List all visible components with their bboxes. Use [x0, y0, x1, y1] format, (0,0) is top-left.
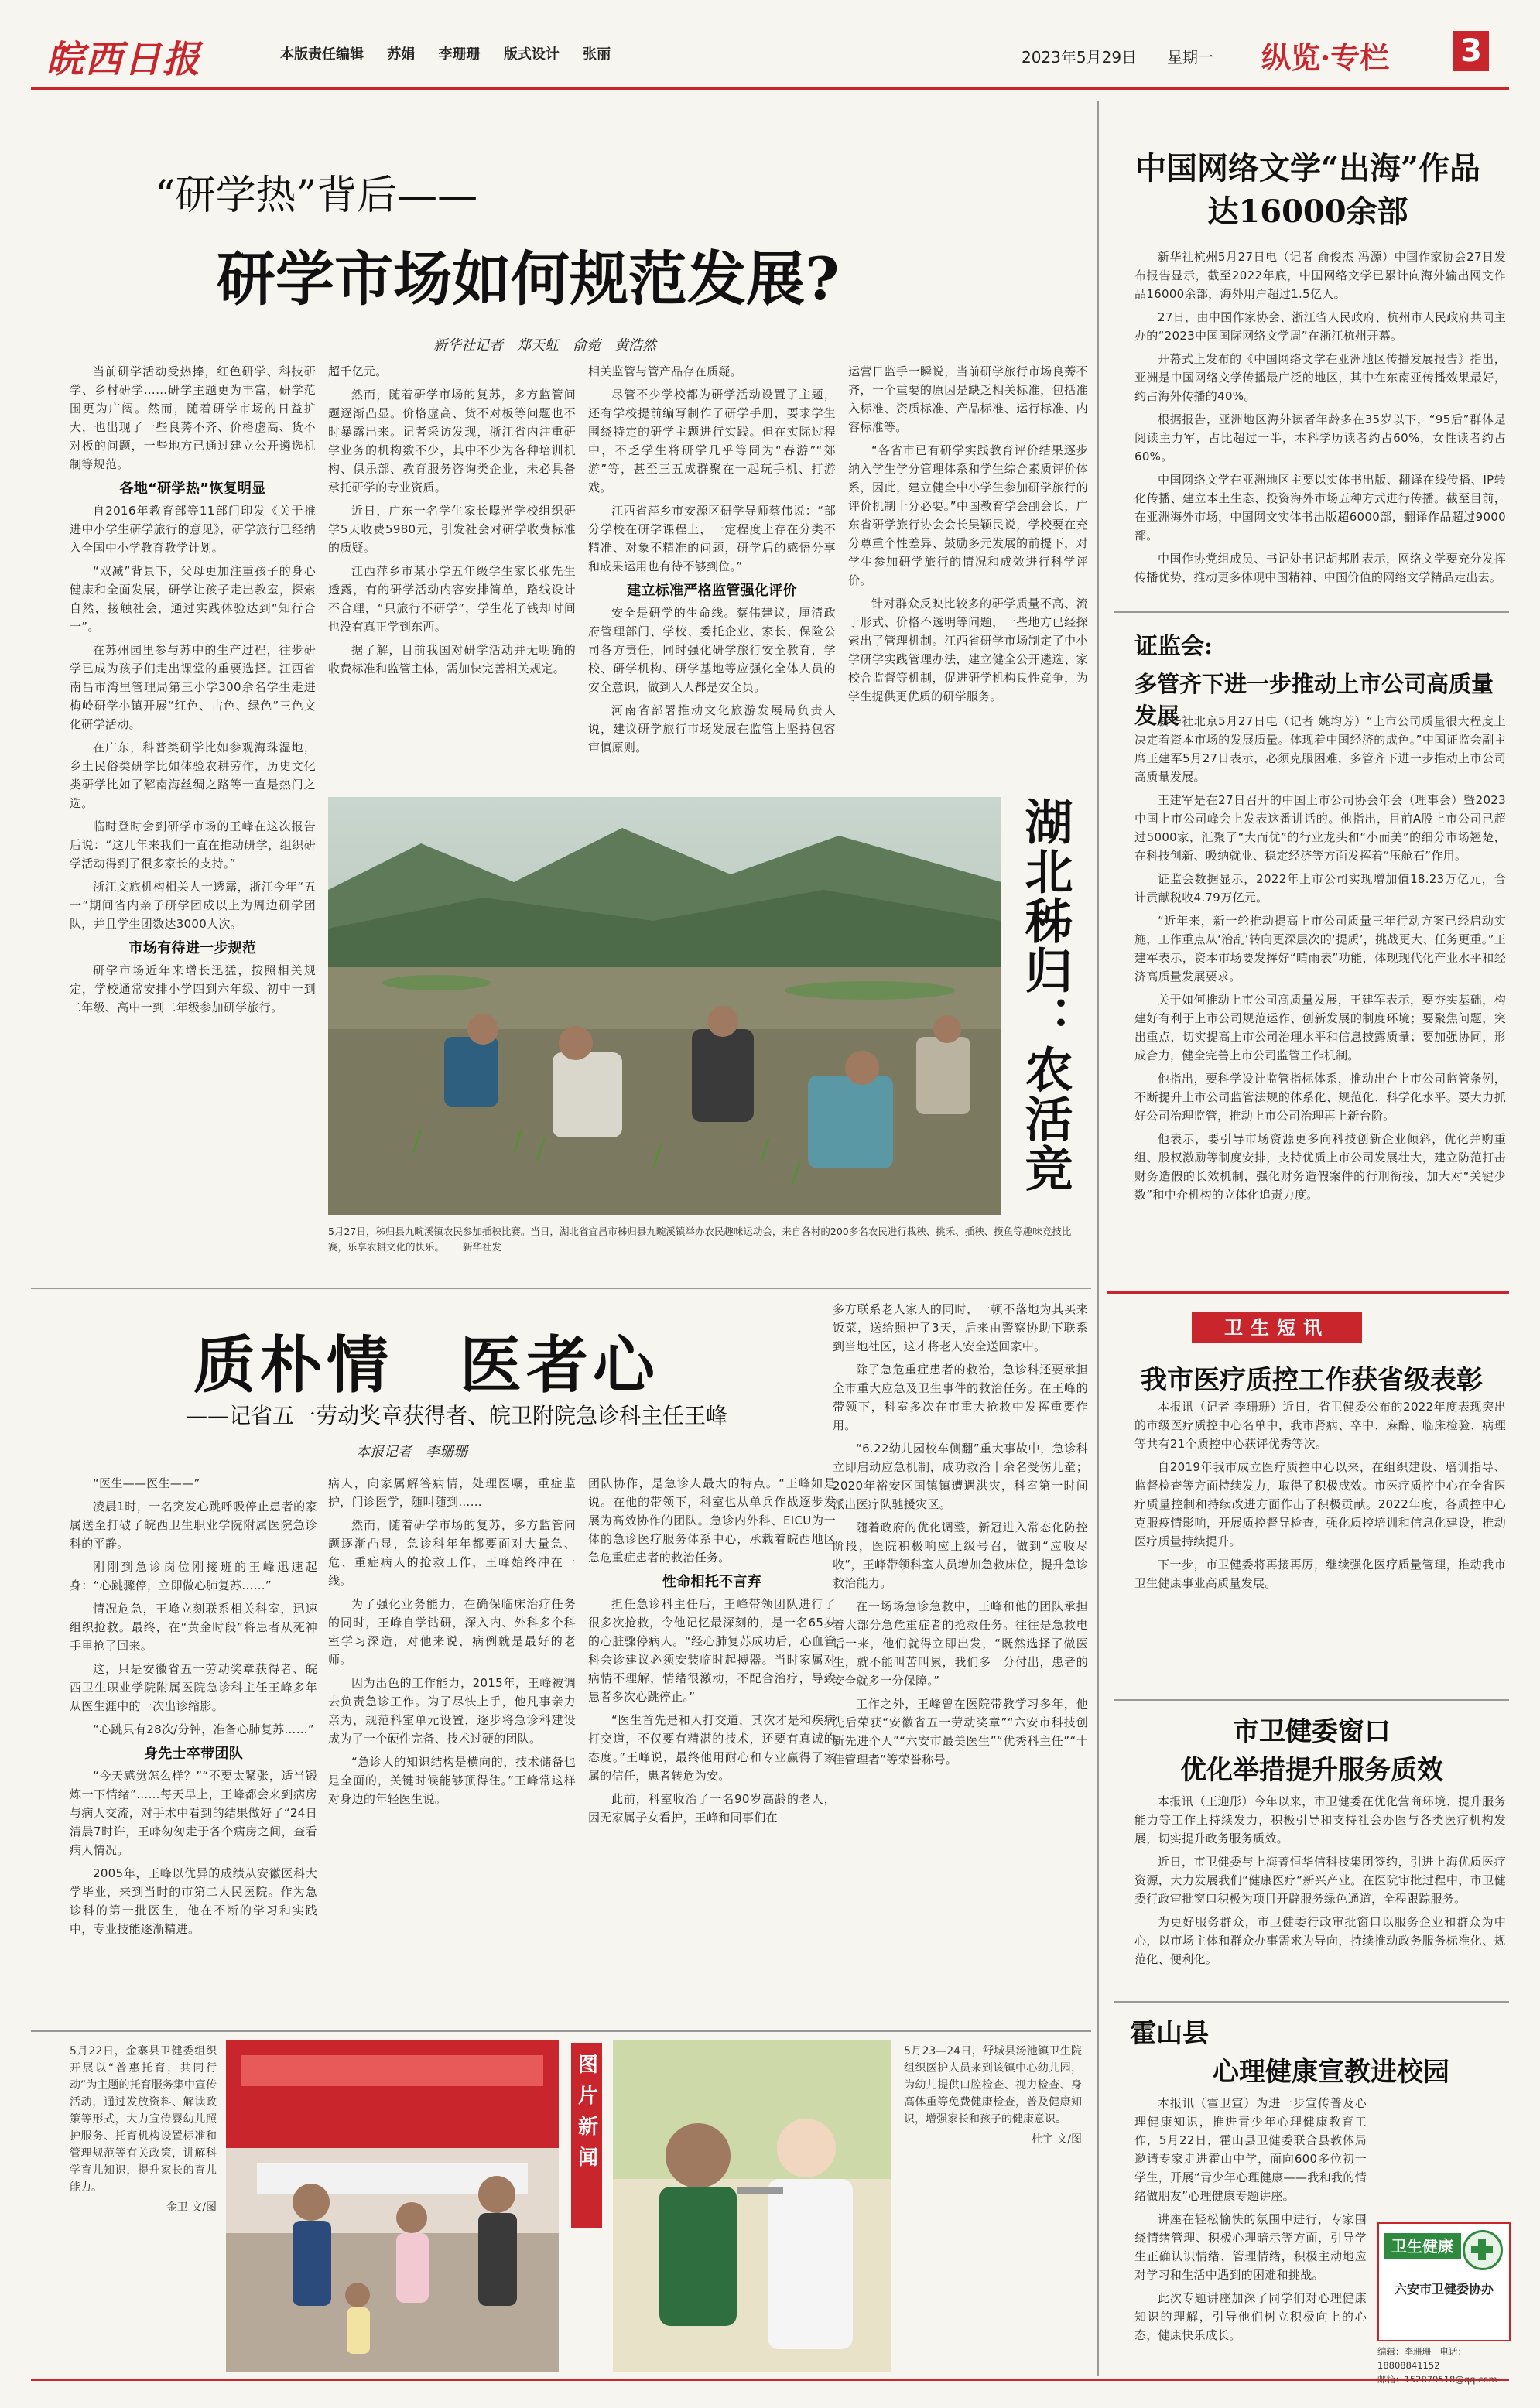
childcare-event-illustration [226, 2040, 559, 2372]
csrc-body [1134, 712, 1506, 1284]
right-news-credit: 杜宇 文/图 [1031, 2133, 1082, 2146]
doctor-para: “急诊人的知识结构是横向的，技术储备也是全面的，关键时候能够顶得住。”王峰常这样对身边的年轻医生说。 [328, 1755, 576, 1806]
health-news-2-title-1: 市卫健委窗口 [1233, 1716, 1391, 1747]
csrc-para: 关于如何推动上市公司高质量发展，王建军表示，要夯实基础，构建好有利于上市公司规范运作、创新发展的制度环境；要聚焦问题，突出重点，切实提高上市公司治理水平和信息披露质量；要加强协同，形成合力，健全完善上市公司监管工作机制。 [1134, 993, 1506, 1062]
doctor-title: 质朴情 医者心 [193, 1329, 659, 1401]
doctor-para: “医生首先是和人打交道，其次才是和疾病打交道，不仅要有精湛的技术，还要有真诚的态度。”王峰说，最终他用耐心和专业赢得了家属的信任，患者转危为安。 [588, 1713, 836, 1783]
editor-name-1: 苏娟 [387, 46, 416, 63]
study-column-2 [328, 362, 576, 780]
doctor-column-4 [833, 1300, 1088, 2020]
doctor-para: “6.22幼儿园校车侧翻”重大事故中，急诊科立即启动应急机制，成功救治十余名受伤儿童；2020年裕安区国镇镇遭遇洪灾，科室第一时间派出医疗队驰援灾区。 [833, 1442, 1088, 1511]
study-para: 河南省部署推动文化旅游发展局负责人说，建议研学旅行市场发展在监管上坚持包容审慎原则。 [588, 703, 836, 754]
lit-para: 27日，由中国作家协会、浙江省人民政府、杭州市人民政府共同主办的“2023中国国际网络文学周”在浙江杭州开幕。 [1134, 310, 1506, 343]
doctor-column-2 [328, 1474, 576, 2020]
layout-name: 张丽 [583, 46, 611, 63]
health-emblem-icon [1463, 2230, 1503, 2270]
health-para: 下一步，市卫健委将再接再厉，继续强化医疗质量管理，推动我市卫生健康事业高质量发展。 [1134, 1558, 1506, 1590]
lit-para: 新华社杭州5月27日电（记者 俞俊杰 冯源）中国作家协会27日发布报告显示，截至2022年底，中国网络文学已累计向海外输出网文作品16000余部，海外用户超过1.5亿人。 [1134, 250, 1506, 301]
doctor-para: 此前，科室收治了一名90岁高龄的老人，因无家属子女看护，王峰和同事们在 [588, 1792, 836, 1825]
health-news-3-body [1134, 2094, 1367, 2372]
doctor-para: “今天感觉怎么样？”“不要太紧张，适当锻炼一下情绪”……每天早上，王峰都会来到病房与病人交流，对手术中看到的结果做好了“24日清晨7时许，王峰匆匆走于各个病房之间，查看病人情况。 [70, 1769, 317, 1857]
study-para: 然而，随着研学市场的复苏，多方监管问题逐渐凸显。价格虚高、货不对板等问题也不时暴露出来。记者采访发现，浙江省内注重研学业务的机构数不少，其中不少为各种培训机构、俱乐部、教育服务咨询类企业，未必具备承托研学的专业资质。 [328, 388, 576, 494]
health-logo-text: 卫生健康 [1384, 2233, 1461, 2259]
doctor-para: “医生——医生——” [93, 1476, 200, 1490]
health-para: 讲座在轻松愉快的氛围中进行，专家围绕情绪管理、积极心理暗示等方面，引导学生正确认识情绪、管理情绪，积极主动地应对学习和生活中遇到的困难和挑战。 [1134, 2212, 1367, 2282]
study-para: “双减”背景下，父母更加注重孩子的身心健康和全面发展，研学让孩子走出教室，探索自然，接触社会，通过实践体验达到“知行合一”。 [70, 564, 316, 634]
health-sponsor-org: 六安市卫健委协办 [1394, 2282, 1494, 2297]
csrc-para: 证监会数据显示，2022年上市公司实现增加值18.23万亿元，合计贡献税收4.79万亿元。 [1134, 872, 1506, 905]
study-para: 在苏州园里参与苏中的生产过程，往步研学已成为孩子们走出课堂的重要选择。江西省南昌市湾里管理局第三小学300余名学生走进梅岭研学小镇开展“红色、古色、绿色”三色文化研学活动。 [70, 643, 316, 731]
study-divider [31, 1288, 1091, 1289]
study-column-3 [588, 362, 836, 780]
issue-weekday: 星期一 [1167, 48, 1213, 67]
left-news-credit: 金卫 文/图 [166, 2201, 217, 2214]
study-para: 临时登时会到研学市场的王峰在这次报告后说：“这几年来我们一直在推动研学，组织研学活动得到了很多家长的支持。” [70, 819, 316, 871]
study-kicker: “研学热”背后—— [155, 173, 478, 219]
editor-name-2: 李珊珊 [438, 46, 481, 63]
study-subhead-1: 各地“研学热”恢复明显 [119, 481, 266, 497]
editor-label: 本版责任编辑 [280, 46, 364, 63]
health-top-rule [1107, 1291, 1509, 1294]
doctor-para: 除了急危重症患者的救治，急诊科还要承担全市重大应急及卫生事件的救治任务。在王峰的带领下，科室多次在市重大抢救中发挥重要作用。 [833, 1363, 1088, 1432]
study-para: 近日，广东一名学生家长曝光学校组织研学5天收费5980元，引发社会对研学收费标准的质疑。 [328, 504, 576, 555]
doctor-para: 情况危急，王峰立刻联系相关科室，迅速组织抢救。最终，在“黄金时段”将患者从死神手里抢了回来。 [70, 1602, 317, 1653]
health-check-illustration [613, 2040, 891, 2372]
right-news-caption-text: 5月23—24日，舒城县汤池镇卫生院组织医护人员来到该镇中心幼儿园，为幼儿提供口腔检查、视力检查、身高体重等免费健康检查，普及健康知识，增强家长和孩子的健康意识。 [904, 2045, 1082, 2126]
doctor-subhead-1: 身先士卒带团队 [143, 1746, 244, 1762]
study-para: 运营日监手一瞬说，当前研学旅行市场良莠不齐，一个重要的原因是缺乏相关标准，包括准入标准、资质标准、产品标准、运行标准、内容标准等。 [848, 364, 1088, 434]
rice-field-illustration [328, 797, 1001, 1215]
right-column-divider [1097, 101, 1099, 2376]
health-para: 本报讯（霍卫宣）为进一步宣传普及心理健康知识，推进青少年心理健康教育工作，5月22日，霍山县卫健委联合县教体局邀请专家走进霍山中学，面向600多位初一学生，开展“青少年心理健康——我和我的情绪做朋友”心理健康专题讲座。 [1134, 2096, 1367, 2203]
study-column-4 [848, 362, 1088, 780]
csrc-para: 他指出，要科学设计监管指标体系，推动出台上市公司监管条例，不断提升上市公司监管法规的体系化、规范化、科学化水平。要大力抓好公司治理监管，推动上市公司治理再上新台阶。 [1134, 1072, 1506, 1123]
health-para: 近日，市卫健委与上海菁恒华信科技集团签约，引进上海优质医疗资源，大力发展我们“健康医疗”新兴产业。在医院审批过程中，市卫健委行政审批窗口积极为项目开辟服务绿色通道，全程跟踪服务。 [1134, 1855, 1506, 1906]
csrc-para: “近年来，新一轮推动提高上市公司质量三年行动方案已经启动实施，工作重点从‘治乱’转向更深层次的‘提质’，挑战更大、任务更重。”王建军表示，资本市场要发挥好“晴雨表”功能，体现现代化产业水平和经济高质量发展要求。 [1134, 914, 1506, 983]
health-divider-1 [1114, 1699, 1509, 1701]
study-para: 江西省萍乡市安源区研学导师蔡伟说：“部分学校在研学课程上，一定程度上存在分类不精准、对象不精准的问题，研学后的感悟分享和成果运用也有待不够到位。” [588, 504, 836, 573]
issue-date: 2023年5月29日 [1022, 48, 1138, 67]
study-para: 针对群众反映比较多的研学质量不高、流于形式、价格不透明等问题，一些地方已经探索出了管理机制。江西省研学市场制定了中小学研学实践管理办法，建立健全公开遴选、家校合监督等机制，促进研学机构良性竞争，为学生提供更优质的研学服务。 [848, 597, 1088, 703]
study-para: 在广东，科普类研学比如参观海珠湿地，乡土民俗类研学比如体验农耕劳作，历史文化类研学比如了解南海丝绸之路等一直是热门之选。 [70, 741, 316, 810]
section-name: 纵览·专栏 [1261, 40, 1390, 75]
doctor-para: “心跳只有28次/分钟，准备心肺复苏……” [93, 1722, 314, 1736]
doctor-column-1 [70, 1474, 317, 2020]
lit-para: 根据报告，亚洲地区海外读者年龄多在35岁以下，“95后”群体是阅读主力军，占比超过一半，本科学历读者约占60%，女性读者约占60%。 [1134, 412, 1506, 463]
doctor-para: 凌晨1时，一名突发心跳呼吸停止患者的家属送至打破了皖西卫生职业学院附属医院急诊科的平静。 [70, 1500, 317, 1551]
study-para: 江西萍乡市某小学五年级学生家长张先生透露，有的研学活动内容安排简单，路线设计不合理，“只旅行不研学”，学生花了钱却时间也没有真正学到东西。 [328, 564, 576, 634]
photo-credit: 新华社发 [463, 1241, 502, 1253]
health-news-3-title-2: 心理健康宣教进校园 [1213, 2057, 1449, 2088]
lit-divider [1114, 611, 1509, 613]
study-subhead-3: 建立标准严格监管强化评价 [627, 583, 797, 599]
health-para: 此次专题讲座加深了同学们对心理健康知识的理解，引导他们树立积极向上的心态，健康快乐成长。 [1134, 2291, 1367, 2342]
health-news-banner [1192, 1312, 1362, 1343]
health-news-1-title: 我市医疗质控工作获省级表彰 [1141, 1365, 1483, 1396]
masthead-rule [31, 87, 1509, 90]
health-news-1-body [1134, 1397, 1506, 1691]
doctor-para: 在一场场急诊急救中，王峰和他的团队承担着大部分急危重症者的抢救任务。往往是急救电话一来，他们就得立即出发，“既然选择了做医生，就不能叫苦叫累，我们多一分付出，患者的安全就多一分保障。” [833, 1599, 1088, 1688]
csrc-para: 王建军是在27日召开的中国上市公司协会年会（理事会）暨2023中国上市公司峰会上发表这番讲话的。他指出，目前A股上市公司已超过5000家，汇聚了“大而优”的行业龙头和“小而美”的细分市场翘楚，在科技创新、吸纳就业、稳定经济等方面发挥着“压舱石”作用。 [1134, 793, 1506, 863]
lit-body [1134, 248, 1506, 588]
doctor-byline: 本报记者 李珊珊 [356, 1444, 467, 1460]
right-news-caption [904, 2043, 1082, 2368]
left-news-caption [70, 2043, 217, 2368]
page-bottom-rule [31, 2379, 1509, 2381]
masthead-editors [280, 43, 611, 63]
doctor-para: 病人，向家属解答病情，处理医嘱，重症监护，门诊医学，随叫随到…… [328, 1476, 576, 1509]
doctor-para: 为了强化业务能力，在确保临床治疗任务的同时，王峰自学钻研，深入内、外科多个科室学习深造，对他来说，病例就是最好的老师。 [328, 1597, 576, 1667]
doctor-para: 多方联系老人家人的同时，一顿不落地为其买来饭菜，送给照护了3天，后来由警察协助下联系到当地社区，这才将老人安全送回家中。 [833, 1302, 1088, 1353]
study-para: 当前研学活动受热捧，红色研学、科技研学、乡村研学……研学主题更为丰富，研学范围更为广阔。然而，随着研学市场的日益扩大，也出现了一些良莠不齐、价格虚高、货不对板的问题，一些地方已通过建立公开遴选机制等规范。 [70, 364, 316, 471]
doctor-para: 2005年，王峰以优异的成绩从安徽医科大学毕业，来到当时的市第二人民医院。作为急诊科的第一批医生，他在不断的学习和实践中，专业技能逐渐精进。 [70, 1866, 317, 1936]
study-title: 研学市场如何规范发展? [217, 245, 840, 313]
csrc-para: 他表示，要引导市场资源更多向科技创新企业倾斜，优化并购重组、股权激励等制度安排，支持优质上市公司发展壮大，建立防范打击财务造假的长效机制，强化财务造假案件的行刑衔接，加大对“关键少数”和中介机构的立体化追责力度。 [1134, 1132, 1506, 1202]
left-news-photo [226, 2040, 559, 2372]
lit-para: 中国网络文学在亚洲地区主要以实体书出版、翻译在线传播、IP转化传播、建立本土生态、投资海外市场五种方式进行传播。截至目前，在亚洲海外市场，中国网文实体书出版超6000部，翻译作品超过9000部。 [1134, 473, 1506, 542]
study-byline: 新华社记者 郑天虹 俞菀 黄浩然 [433, 337, 656, 354]
photo-news-label [571, 2043, 602, 2228]
doctor-para: 随着政府的优化调整，新冠进入常态化防控阶段，医院积极响应上级号召，做到“应收尽收”，王峰带领科室人员增加急救床位，提升急诊救治能力。 [833, 1520, 1088, 1590]
rice-planting-photo [328, 797, 1001, 1215]
health-para: 本报讯（记者 李珊珊）近日，省卫健委公布的2022年度表现突出的市级医疗质控中心名单中，我市肾病、卒中、麻醉、临床检验、病理等共有21个质控中心获评优秀等次。 [1134, 1400, 1506, 1451]
study-para: 超千亿元。 [328, 364, 388, 378]
csrc-kicker: 证监会: [1134, 633, 1213, 660]
doctor-subtitle: ——记省五一劳动奖章获得者、皖卫附院急诊科主任王峰 [186, 1403, 728, 1428]
photo-vertical-title: 湖北秭归：农活竞 [1017, 797, 1073, 1193]
doctor-column-3 [588, 1474, 836, 2020]
study-para: 自2016年教育部等11部门印发《关于推进中小学生研学旅行的意见》，研学旅行已经纳入全国中小学教育教学计划。 [70, 504, 316, 555]
health-para: 为更好服务群众，市卫健委行政审批窗口以服务企业和群众为中心，以市场主体和群众办事需求为导向，持续推动政务服务标准化、规范化、便利化。 [1134, 1915, 1506, 1966]
study-subhead-2: 市场有待进一步规范 [128, 940, 257, 956]
csrc-para: 新华社北京5月27日电（记者 姚均芳）“上市公司质量很大程度上决定着资本市场的发展质量。体现着中国经济的成色。”中国证监会副主席王建军5月27日表示，必须克服困难，多管齐下进一步推动上市公司高质量发展。 [1134, 714, 1506, 784]
health-para: 本报讯（王迎彤）今年以来，市卫健委在优化营商环境、提升服务能力等工作上持续发力，积极引导和支持社会办医与各类医疗机构发展，切实提升政务服务质效。 [1134, 1794, 1506, 1845]
lit-para: 中国作协党组成员、书记处书记胡邦胜表示，网络文学要充分发挥传播优势，推动更多体现中国精神、中国价值的网络文学精品走出去。 [1134, 552, 1506, 584]
doctor-para: 担任急诊科主任后，王峰带领团队进行了很多次抢救，令他记忆最深刻的，是一名65岁的心脏骤停病人。“经心肺复苏成功后，心血管科会诊建议必须安装临时起搏器。当时家属对病情不理解，情绪很激动，不配合治疗，导致患者多次心跳停止。” [588, 1597, 836, 1704]
health-para: 自2019年我市成立医疗质控中心以来，在组织建设、培训指导、监督检查等方面持续发力，取得了积极成效。市医疗质控中心在全省医疗质量控制和持续改进方面作出了积极贡献。2022年度，各质控中心克服疫情影响，开展质控督导检查，强化质控培训和信息化建设，推动医疗质量持续提升。 [1134, 1460, 1506, 1548]
doctor-para: 刚刚到急诊岗位刚接班的王峰迅速起身：“心跳骤停，立即做心肺复苏……” [70, 1560, 317, 1592]
doctor-subhead-2: 性命相托不言弃 [662, 1574, 762, 1590]
study-para: 尽管不少学校都为研学活动设置了主题，还有学校提前编写制作了研学手册，要求学生围绕特定的研学主题进行实践。但在实际过程中，不乏学生将研学几乎等同为“春游”“郊游”等，甚至三五成群聚在一起玩手机、打游戏。 [588, 388, 836, 494]
study-para: 研学市场近年来增长迅猛，按照相关规定，学校通常安排小学四到六年级、初中一到二年级、高中一到二年级参加研学旅行。 [70, 963, 316, 1014]
health-news-2-title-2: 优化举措提升服务质效 [1180, 1755, 1443, 1786]
photo-caption [328, 1224, 1087, 1255]
health-news-banner-text: 卫生短讯 [1224, 1317, 1330, 1339]
doctor-para: 这，只是安徽省五一劳动奖章获得者、皖西卫生职业学院附属医院急诊科主任王峰多年从医生涯中的一次出诊缩影。 [70, 1662, 317, 1713]
doctor-para: 工作之外，王峰曾在医院带教学习多年，他先后荣获“安徽省五一劳动奖章”“六安市科技创新先进个人”“六安市最美医生”“优秀科主任”“十佳管理者”等荣誉称号。 [833, 1697, 1088, 1767]
health-editor-line: 编辑：李珊珊 电话：18808841152 [1377, 2346, 1466, 2371]
layout-label: 版式设计 [503, 46, 560, 63]
photo-caption-text: 5月27日，秭归县九畹溪镇农民参加插秧比赛。当日，湖北省宜昌市秭归县九畹溪镇举办农民趣味运动会，来自各村的200多名农民进行栽秧、挑禾、插秧、摸鱼等趣味竞技比赛，乐享农耕文化的快乐。 [328, 1226, 1072, 1253]
right-news-photo [613, 2040, 891, 2372]
study-para: 相关监管与管产品存在质疑。 [588, 364, 742, 378]
csrc-title: 多管齐下进一步推动上市公司高质量发展 [1134, 671, 1494, 729]
masthead-logo: 皖西日报 [46, 38, 202, 81]
page-number: 3 [1453, 31, 1489, 71]
photo-news-divider [31, 2030, 1091, 2032]
doctor-para: 然而，随着研学市场的复苏，多方监管问题逐渐凸显，急诊科年年都要面对大量急、危、重症病人的抢救工作，王峰始终冲在一线。 [328, 1518, 576, 1588]
study-para: 据了解，目前我国对研学活动并无明确的收费标准和监管主体，需加快完善相关规定。 [328, 643, 576, 676]
lit-title: 中国网络文学“出海”作品达16000余部 [1134, 150, 1480, 230]
doctor-para: 团队协作，是急诊人最大的特点。“王峰如是说。在他的带领下，科室也从单兵作战逐步发展为高效协作的团队。急诊内外科、EICU为一体的急诊医疗服务体系中心，承载着皖西地区急危重症患者的救治任务。 [588, 1476, 836, 1565]
study-para: 安全是研学的生命线。蔡伟建议，厘清政府管理部门、学校、委托企业、家长、保险公司各方责任，同时强化研学旅行安全教育，学校、研学机构、研学基地等应强化全体人员的安全意识，做到人人都是安全员。 [588, 606, 836, 694]
photo-news-label-text: 图片新闻 [574, 2054, 598, 2177]
left-news-caption-text: 5月22日，金寨县卫健委组织开展以“普惠托育，共同行动”为主题的托育服务集中宣传活动，通过发放资料、解读政策等形式，大力宣传婴幼儿照护服务、托育机构设置标准和管理规范等有关政策，讲解科学育儿知识，提升家长的育儿能力。 [70, 2045, 217, 2194]
study-para: 浙江文旅机构相关人士透露，浙江今年“五一”期间省内亲子研学团成以上为周边研学团队，并且学生团数达3000人次。 [70, 880, 316, 931]
health-divider-2 [1114, 2001, 1509, 2003]
study-para: “各省市已有研学实践教育评价结果逐步纳入学生学分管理体系和学生综合素质评价体系，因此，建立健全中小学生参加研学旅行的评价机制十分必要。”中国教育学会副会长，广东省研学旅行协会会长吴颖民说，学校要在充分尊重个性差异、鼓励多元发展的前提下，对学生参加研学旅行的情况和成效进行科学评价。 [848, 443, 1088, 587]
lit-para: 开幕式上发布的《中国网络文学在亚洲地区传播发展报告》指出，亚洲是中国网络文学传播最广泛的地区，其中在东南亚传播效果最好，约占海外传播的40%。 [1134, 352, 1506, 403]
health-news-3-title-1: 霍山县 [1130, 2018, 1209, 2049]
health-sponsor-box [1377, 2222, 1511, 2341]
doctor-para: 因为出色的工作能力，2015年，王峰被调去负责急诊工作。为了尽快上手，他凡事亲力亲为，规范科室单元设置，逐步将急诊科建设成为了一个硬件完备、技术过硬的团队。 [328, 1676, 576, 1746]
health-news-2-body [1134, 1792, 1506, 1995]
study-column-1 [70, 362, 316, 1288]
